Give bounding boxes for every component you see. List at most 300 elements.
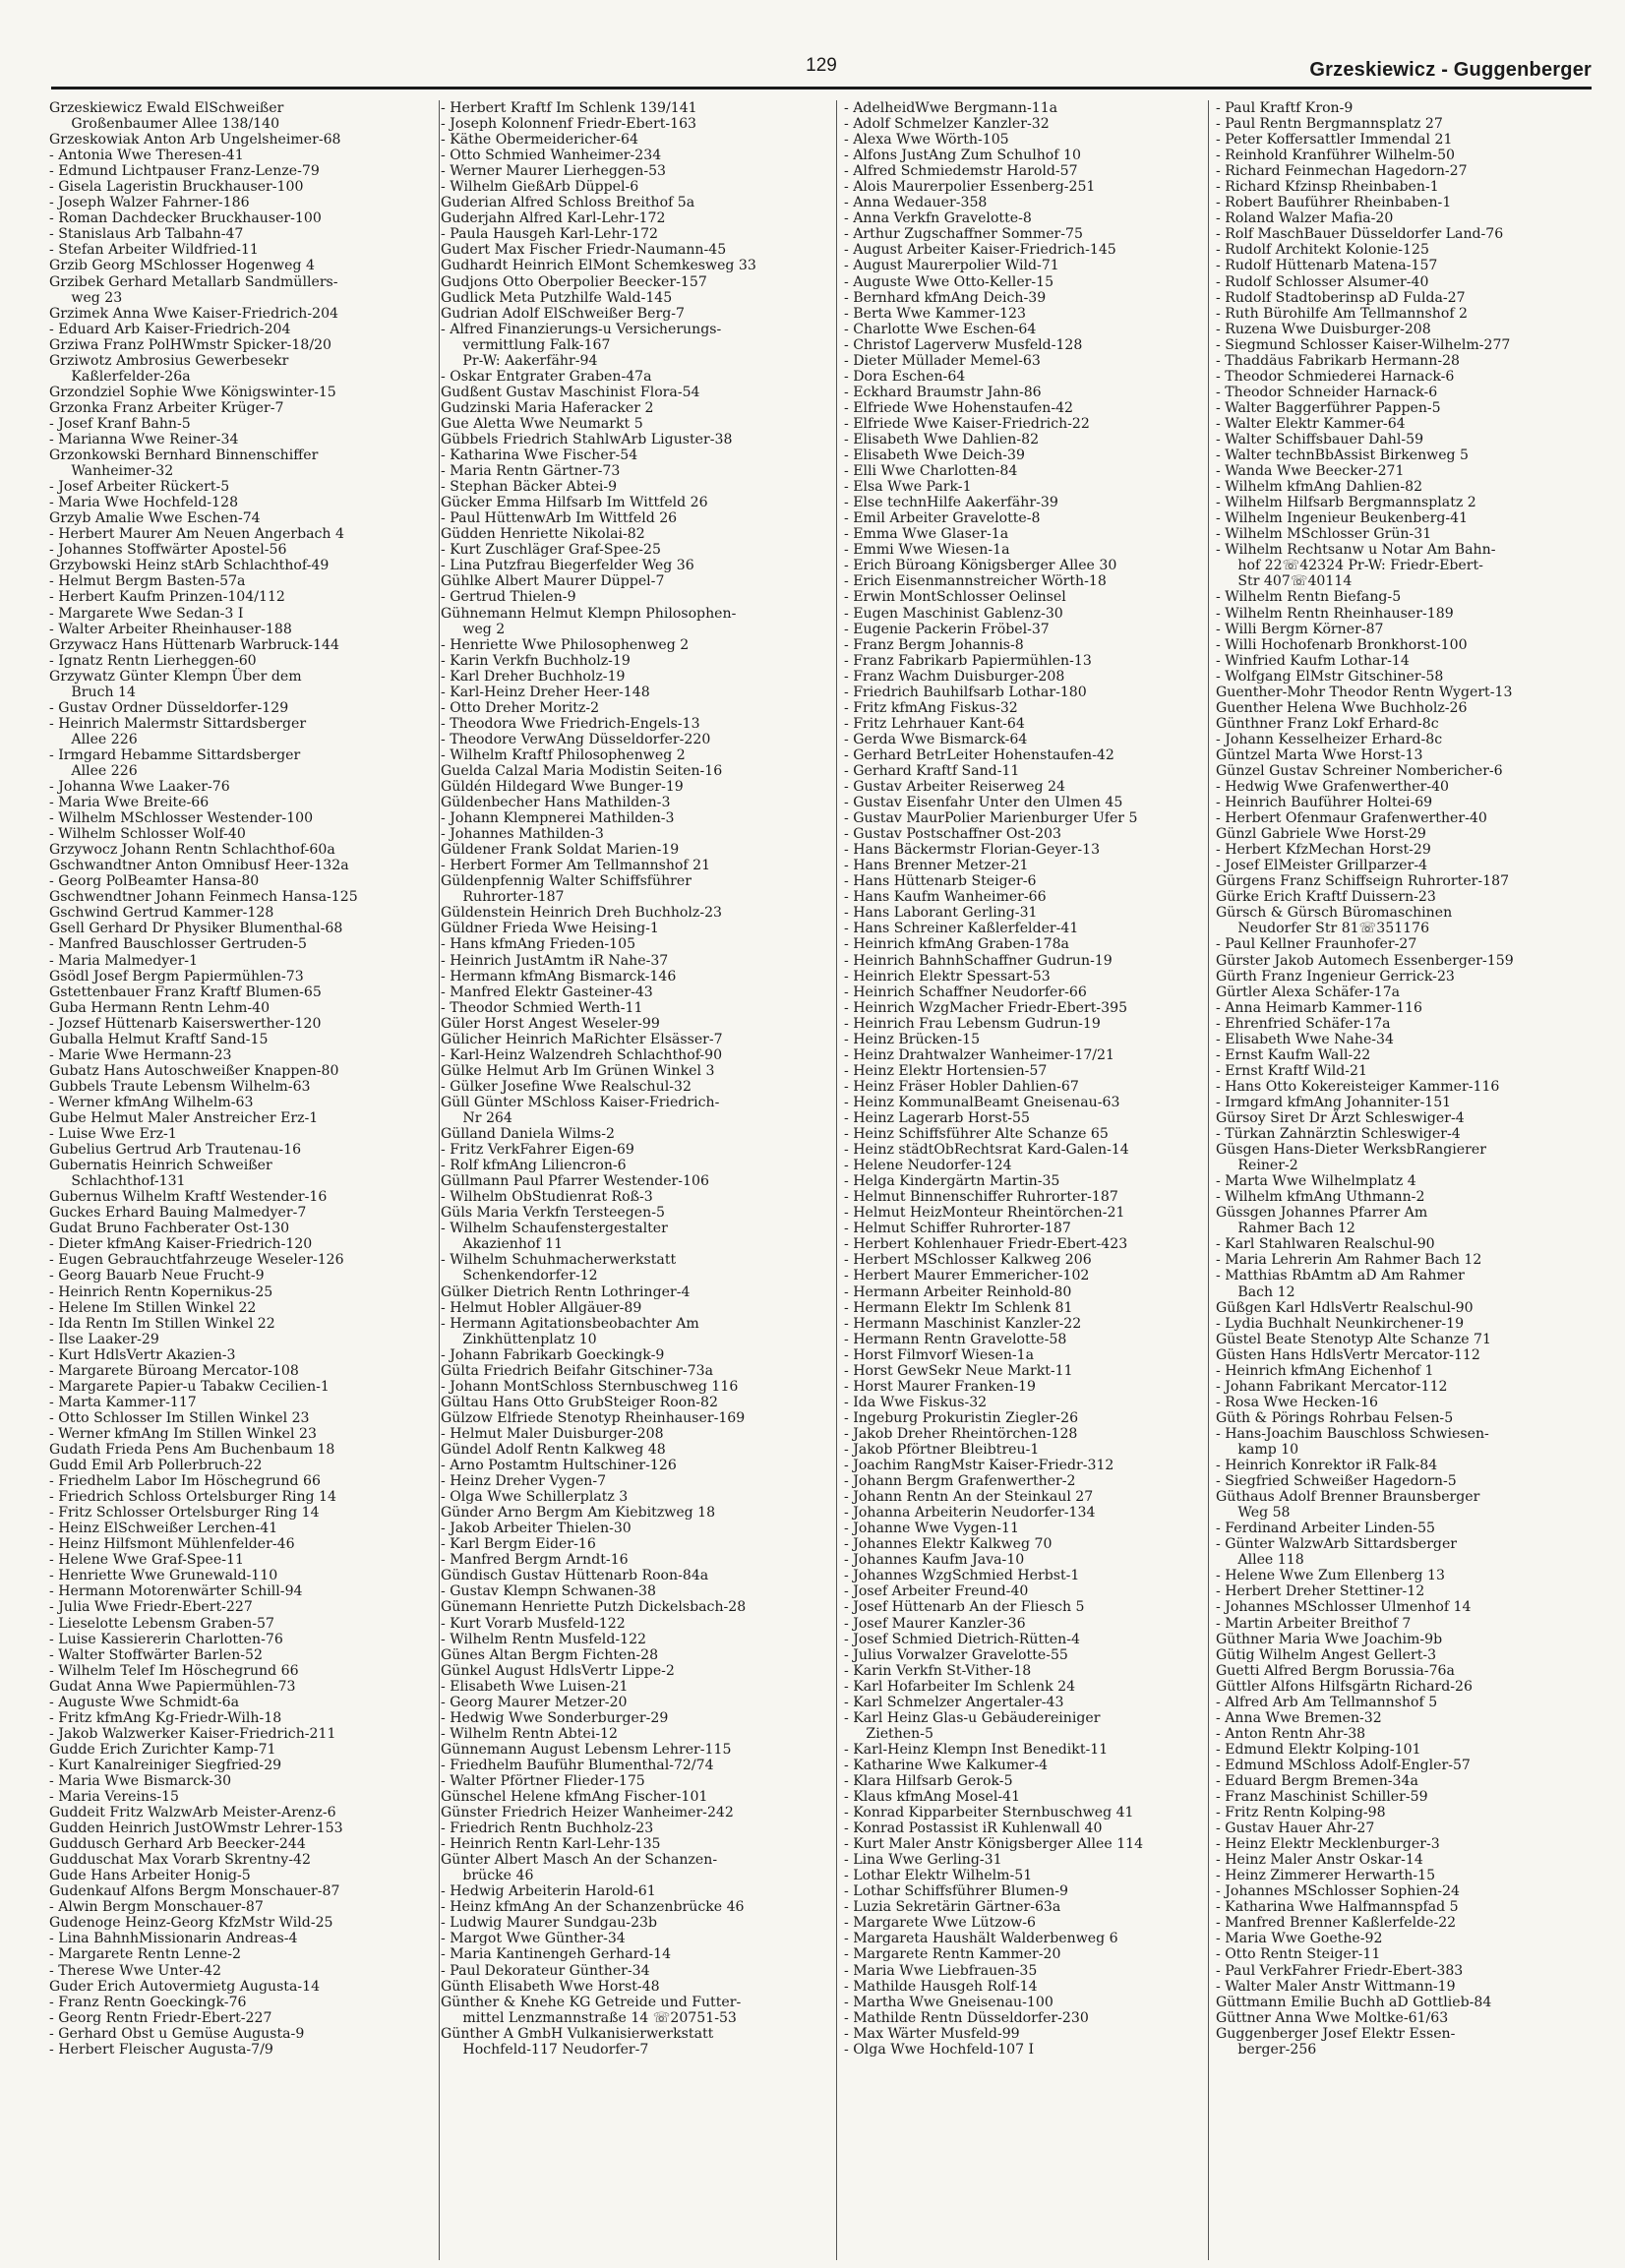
directory-entry: - Hans Schreiner Kaßlerfelder-41 xyxy=(844,921,1079,937)
directory-entry: - Margarete Wwe Sedan-3 I xyxy=(49,605,244,622)
directory-entry: Wanheimer-32 xyxy=(49,463,174,480)
directory-column-2 xyxy=(441,100,834,2260)
directory-entry: Grziwa Franz PolHWmstr Spicker-18/20 xyxy=(49,336,332,353)
directory-entry: - Manfred Elektr Gasteiner-43 xyxy=(441,984,653,1000)
directory-entry: Reiner-2 xyxy=(1216,1158,1298,1174)
directory-entry: Grzywocz Johann Rentn Schlachthof-60a xyxy=(49,842,335,859)
directory-entry: Pr-W: Aakerfähr-94 xyxy=(441,352,598,369)
directory-entry: - Ehrenfried Schäfer-17a xyxy=(1216,1015,1391,1032)
directory-entry: Gudden Heinrich JustOWmstr Lehrer-153 xyxy=(49,1820,343,1837)
directory-entry: Güth & Pörings Rohrbau Felsen-5 xyxy=(1216,1409,1454,1426)
directory-entry: Günther A GmbH Vulkanisierwerkstatt xyxy=(441,2025,714,2042)
directory-entry: - Walter Elektr Kammer-64 xyxy=(1216,415,1406,432)
directory-entry: Guetti Alfred Bergm Borussia-76a xyxy=(1216,1662,1455,1679)
directory-entry: Guballa Helmut Kraftf Sand-15 xyxy=(49,1031,269,1047)
directory-entry: - Katharina Wwe Halfmannspfad 5 xyxy=(1216,1899,1459,1916)
directory-entry: - Alwin Bergm Monschauer-87 xyxy=(49,1899,264,1916)
directory-entry: Güll Günter MSchloss Kaiser-Friedrich- xyxy=(441,1094,720,1110)
directory-entry: - Rudolf Architekt Kolonie-125 xyxy=(1216,242,1429,259)
directory-entry: - Fritz kfmAng Fiskus-32 xyxy=(844,699,1018,716)
directory-entry: - Lieselotte Lebensm Graben-57 xyxy=(49,1615,274,1632)
directory-entry: - Ruth Bürohilfe Am Tellmannshof 2 xyxy=(1216,305,1468,322)
directory-entry: - Margarete Papier-u Tabakw Cecilien-1 xyxy=(49,1378,330,1395)
directory-entry: Gündel Adolf Rentn Kalkweg 48 xyxy=(441,1441,666,1458)
directory-entry: - Heinrich BahnhSchaffner Gudrun-19 xyxy=(844,952,1113,969)
directory-entry: - Kurt Maler Anstr Königsberger Allee 114 xyxy=(844,1836,1144,1853)
directory-entry: Guenther-Mohr Theodor Rentn Wygert-13 xyxy=(1216,684,1513,700)
directory-entry: - Rudolf Schlosser Alsumer-40 xyxy=(1216,273,1429,290)
directory-entry: - Heinrich Bauführer Holtei-69 xyxy=(1216,795,1433,811)
directory-entry: - Gustav MaurPolier Marienburger Ufer 5 xyxy=(844,810,1138,827)
directory-entry: - Katharina Wwe Fischer-54 xyxy=(441,448,638,464)
directory-entry: - Herbert Ofenmaur Grafenwerther-40 xyxy=(1216,810,1487,827)
directory-entry: - Julia Wwe Friedr-Ebert-227 xyxy=(49,1599,253,1616)
directory-entry: Gudenkauf Alfons Bergm Monschauer-87 xyxy=(49,1883,340,1900)
directory-entry: - Lothar Schiffsführer Blumen-9 xyxy=(844,1883,1068,1900)
directory-entry: - Konrad Postassist iR Kuhlenwall 40 xyxy=(844,1820,1103,1837)
directory-entry: brücke 46 xyxy=(441,1868,534,1884)
directory-entry: Gsell Gerhard Dr Physiker Blumenthal-68 xyxy=(49,921,343,937)
directory-entry: - Heinrich kfmAng Eichenhof 1 xyxy=(1216,1362,1434,1379)
directory-entry: - Lothar Elektr Wilhelm-51 xyxy=(844,1868,1033,1884)
directory-entry: Guba Hermann Rentn Lehm-40 xyxy=(49,999,271,1016)
directory-entry: - Henriette Wwe Grunewald-110 xyxy=(49,1568,278,1584)
directory-entry: - Heinz kfmAng An der Schanzenbrücke 46 xyxy=(441,1899,745,1916)
directory-entry: - Fritz Schlosser Ortelsburger Ring 14 xyxy=(49,1505,320,1522)
directory-entry: Günzl Gabriele Wwe Horst-29 xyxy=(1216,826,1426,843)
directory-entry: - Auguste Wwe Schmidt-6a xyxy=(49,1694,239,1710)
directory-entry: - Ilse Laaker-29 xyxy=(49,1331,159,1347)
directory-entry: Allee 226 xyxy=(49,731,138,747)
directory-entry: - Margarete Büroang Mercator-108 xyxy=(49,1362,299,1379)
directory-entry: - Mathilde Hausgeh Rolf-14 xyxy=(844,1978,1038,1995)
directory-entry: Güler Horst Angest Weseler-99 xyxy=(441,1015,660,1032)
directory-entry: Gudde Erich Zurichter Kamp-71 xyxy=(49,1741,276,1758)
directory-entry: Neudorfer Str 81☏351176 xyxy=(1216,921,1430,937)
directory-entry: - Horst Maurer Franken-19 xyxy=(844,1378,1036,1395)
directory-entry: - Marianna Wwe Reiner-34 xyxy=(49,431,239,448)
directory-entry: - Margarete Wwe Lützow-6 xyxy=(844,1915,1036,1932)
directory-entry: - Hedwig Arbeiterin Harold-61 xyxy=(441,1883,656,1900)
directory-entry: Grzeskiewicz Ewald ElSchweißer xyxy=(49,100,284,116)
directory-entry: - Ignatz Rentn Lierheggen-60 xyxy=(49,652,257,669)
directory-entry: - Elisabeth Wwe Dahlien-82 xyxy=(844,431,1040,448)
directory-entry: - Hermann Rentn Gravelotte-58 xyxy=(844,1331,1067,1347)
directory-entry: - Herbert MSchlosser Kalkweg 206 xyxy=(844,1252,1092,1269)
directory-entry: - Johann Klempnerei Mathilden-3 xyxy=(441,810,675,827)
directory-entry: Gudd Emil Arb Pollerbruch-22 xyxy=(49,1458,263,1474)
directory-entry: - Berta Wwe Kammer-123 xyxy=(844,305,1026,322)
directory-entry: Gühnemann Helmut Klempn Philosophen- xyxy=(441,605,737,622)
directory-entry: - Thaddäus Fabrikarb Hermann-28 xyxy=(1216,352,1461,369)
directory-entry: - Willi Hochofenarb Bronkhorst-100 xyxy=(1216,636,1468,653)
directory-entry: Gudhardt Heinrich ElMont Schemkesweg 33 xyxy=(441,258,756,274)
directory-entry: - Eugen Gebrauchtfahrzeuge Weseler-126 xyxy=(49,1252,344,1269)
directory-entry: Günes Altan Bergm Fichten-28 xyxy=(441,1646,659,1663)
directory-entry: - Paul Kellner Fraunhofer-27 xyxy=(1216,936,1417,953)
directory-entry: - Ernst Kraftf Wild-21 xyxy=(1216,1062,1367,1079)
directory-entry: Akazienhof 11 xyxy=(441,1236,564,1253)
directory-entry: - Karin Verkfn St-Vither-18 xyxy=(844,1662,1032,1679)
directory-entry: Günnemann August Lebensm Lehrer-115 xyxy=(441,1741,732,1758)
directory-entry: - Friedhelm Labor Im Höschegrund 66 xyxy=(49,1473,321,1490)
directory-entry: - Walter technBbAssist Birkenweg 5 xyxy=(1216,448,1470,464)
directory-entry: - Emmi Wwe Wiesen-1a xyxy=(844,542,1010,559)
directory-entry: - Günter WalzwArb Sittardsberger xyxy=(1216,1536,1458,1553)
directory-entry: - Maria Wwe Goethe-92 xyxy=(1216,1931,1383,1947)
directory-entry: - Peter Koffersattler Immendal 21 xyxy=(1216,132,1453,149)
directory-entry: - Ida Rentn Im Stillen Winkel 22 xyxy=(49,1315,275,1332)
directory-entry: Guddeit Fritz WalzwArb Meister-Arenz-6 xyxy=(49,1805,336,1821)
directory-entry: Hochfeld-117 Neudorfer-7 xyxy=(441,2041,649,2058)
directory-entry: Güßgen Karl HdlsVertr Realschul-90 xyxy=(1216,1299,1474,1316)
directory-entry: - Hermann Maschinist Kanzler-22 xyxy=(844,1315,1082,1332)
directory-entry: - Paul VerkFahrer Friedr-Ebert-383 xyxy=(1216,1962,1464,1979)
directory-entry: - Wilhelm Rentn Abtei-12 xyxy=(441,1725,618,1742)
directory-entry: - Wilhelm MSchlosser Westender-100 xyxy=(49,810,314,827)
directory-entry: Weg 58 xyxy=(1216,1505,1291,1522)
directory-entry: - Jakob Arbeiter Thielen-30 xyxy=(441,1521,632,1537)
directory-entry: - Margareta Haushält Walderbenweg 6 xyxy=(844,1931,1118,1947)
directory-entry: Gschwandtner Anton Omnibusf Heer-132a xyxy=(49,858,349,874)
directory-entry: Güldenbecher Hans Mathilden-3 xyxy=(441,795,671,811)
directory-entry: - Herbert Dreher Stettiner-12 xyxy=(1216,1583,1425,1600)
directory-entry: - Hans Otto Kokereisteiger Kammer-116 xyxy=(1216,1078,1500,1095)
directory-entry: - Gustav Klempn Schwanen-38 xyxy=(441,1583,656,1600)
directory-entry: - Else technHilfe Aakerfähr-39 xyxy=(844,495,1058,511)
directory-entry: - Hans kfmAng Frieden-105 xyxy=(441,936,636,953)
directory-entry: - Erwin MontSchlosser Oelinsel xyxy=(844,589,1066,606)
directory-entry: - Edmund MSchloss Adolf-Engler-57 xyxy=(1216,1757,1471,1773)
directory-entry: - Maria Wwe Liebfrauen-35 xyxy=(844,1962,1038,1979)
directory-entry: - Eugenie Packerin Fröbel-37 xyxy=(844,621,1050,637)
directory-entry: - Alexa Wwe Wörth-105 xyxy=(844,132,1009,149)
directory-entry: Gütig Wilhelm Angest Gellert-3 xyxy=(1216,1646,1437,1663)
directory-entry: - Ernst Kaufm Wall-22 xyxy=(1216,1046,1371,1063)
directory-entry: Grzeskowiak Anton Arb Ungelsheimer-68 xyxy=(49,132,341,149)
directory-entry: - Lina BahnhMissionarin Andreas-4 xyxy=(49,1931,298,1947)
directory-entry: Grzywacz Hans Hüttenarb Warbruck-144 xyxy=(49,636,339,653)
directory-entry: - Otto Rentn Steiger-11 xyxy=(1216,1946,1381,1963)
directory-entry: - Elsa Wwe Park-1 xyxy=(844,479,972,496)
directory-entry: - Dieter kfmAng Kaiser-Friedrich-120 xyxy=(49,1236,313,1253)
directory-entry: Grzibek Gerhard Metallarb Sandmüllers- xyxy=(49,273,338,290)
directory-entry: Güsten Hans HdlsVertr Mercator-112 xyxy=(1216,1346,1480,1363)
directory-entry: Gudlick Meta Putzhilfe Wald-145 xyxy=(441,289,673,306)
directory-entry: - Martin Arbeiter Breithof 7 xyxy=(1216,1615,1412,1632)
directory-entry: - Hans Hüttenarb Steiger-6 xyxy=(844,873,1037,890)
directory-entry: - Hermann kfmAng Bismarck-146 xyxy=(441,968,677,985)
directory-entry: - Maria Lehrerin Am Rahmer Bach 12 xyxy=(1216,1252,1482,1269)
directory-entry: Gündisch Gustav Hüttenarb Roon-84a xyxy=(441,1568,709,1584)
directory-entry: Gubernatis Heinrich Schweißer xyxy=(49,1158,272,1174)
directory-entry: - Arno Postamtm Hultschiner-126 xyxy=(441,1458,677,1474)
directory-entry: Günster Friedrich Heizer Wanheimer-242 xyxy=(441,1805,734,1821)
directory-entry: Güthner Maria Wwe Joachim-9b xyxy=(1216,1631,1443,1647)
directory-entry: Gude Hans Arbeiter Honig-5 xyxy=(49,1868,251,1884)
directory-entry: Güdden Henriette Nikolai-82 xyxy=(441,526,645,543)
directory-entry: - Wilhelm Rentn Musfeld-122 xyxy=(441,1631,647,1647)
directory-entry: Grziwotz Ambrosius Gewerbesekr xyxy=(49,352,289,369)
directory-entry: - Heinrich Konrektor iR Falk-84 xyxy=(1216,1458,1438,1474)
directory-entry: - Fritz VerkFahrer Eigen-69 xyxy=(441,1142,634,1159)
directory-entry: - Marta Wwe Wilhelmplatz 4 xyxy=(1216,1173,1416,1190)
directory-entry: Gülke Helmut Arb Im Grünen Winkel 3 xyxy=(441,1062,715,1079)
directory-entry: - Hans-Joachim Bauschloss Schwiesen- xyxy=(1216,1425,1489,1442)
directory-entry: - Johannes Kaufm Java-10 xyxy=(844,1552,1025,1569)
column-divider xyxy=(439,100,440,2260)
directory-entry: - Hermann Motorenwärter Schill-94 xyxy=(49,1583,303,1600)
directory-entry: - Lina Putzfrau Biegerfelder Weg 36 xyxy=(441,558,694,574)
directory-entry: - Adolf Schmelzer Kanzler-32 xyxy=(844,116,1050,133)
directory-entry: Gücker Emma Hilfsarb Im Wittfeld 26 xyxy=(441,495,708,511)
directory-entry: - Hans Laborant Gerling-31 xyxy=(844,905,1038,922)
directory-entry: Güttmann Emilie Buchh aD Gottlieb-84 xyxy=(1216,1994,1492,2010)
directory-entry: - Gisela Lageristin Bruckhauser-100 xyxy=(49,179,304,196)
directory-entry: - Theodora Wwe Friedrich-Engels-13 xyxy=(441,715,700,732)
directory-entry: - Alfons JustAng Zum Schulhof 10 xyxy=(844,148,1081,164)
directory-entry: - Paul Kraftf Kron-9 xyxy=(1216,100,1354,116)
directory-entry: Grzib Georg MSchlosser Hogenweg 4 xyxy=(49,258,315,274)
directory-entry: - Wilhelm Rechtsanw u Notar Am Bahn- xyxy=(1216,542,1496,559)
directory-entry: - Joseph Kolonnenf Friedr-Ebert-163 xyxy=(441,116,697,133)
directory-entry: - Julius Vorwalzer Gravelotte-55 xyxy=(844,1646,1068,1663)
directory-entry: Güls Maria Verkfn Tersteegen-5 xyxy=(441,1205,665,1222)
directory-entry: - Theodore VerwAng Düsseldorfer-220 xyxy=(441,731,711,747)
directory-entry: - Anna Wwe Bremen-32 xyxy=(1216,1709,1382,1726)
directory-entry: - Wilhelm Ingenieur Beukenberg-41 xyxy=(1216,510,1469,527)
directory-entry: Günthner Franz Lokf Erhard-8c xyxy=(1216,715,1439,732)
directory-entry: Günemann Henriette Putzh Dickelsbach-28 xyxy=(441,1599,747,1616)
directory-entry: Günschel Helene kfmAng Fischer-101 xyxy=(441,1789,708,1806)
directory-entry: - Heinz Zimmerer Herwarth-15 xyxy=(1216,1868,1436,1884)
directory-entry: - Karin Verkfn Buchholz-19 xyxy=(441,652,631,669)
directory-entry: - Heinz ElSchweißer Lerchen-41 xyxy=(49,1521,278,1537)
directory-entry: - Heinrich WzgMacher Friedr-Ebert-395 xyxy=(844,999,1128,1016)
directory-entry: - Richard Kfzinsp Rheinbaben-1 xyxy=(1216,179,1439,196)
directory-entry: - Heinz Elektr Hortensien-57 xyxy=(844,1062,1048,1079)
directory-entry: - AdelheidWwe Bergmann-11a xyxy=(844,100,1058,116)
directory-entry: Gülker Dietrich Rentn Lothringer-4 xyxy=(441,1283,691,1300)
directory-entry: - Elisabeth Wwe Nahe-34 xyxy=(1216,1031,1394,1047)
directory-entry: Gudduschat Max Vorarb Skrentny-42 xyxy=(49,1852,311,1869)
directory-entry: - Gustav Ordner Düsseldorfer-129 xyxy=(49,699,289,716)
directory-entry: - Eduard Arb Kaiser-Friedrich-204 xyxy=(49,321,291,337)
directory-entry: - Heinz städtObRechtsrat Kard-Galen-14 xyxy=(844,1142,1129,1159)
directory-entry: - Helene Im Stillen Winkel 22 xyxy=(49,1299,257,1316)
directory-entry: - Wilhelm MSchlosser Grün-31 xyxy=(1216,526,1432,543)
directory-entry: - Walter Pförtner Flieder-175 xyxy=(441,1772,645,1789)
directory-entry: - August Maurerpolier Wild-71 xyxy=(844,258,1059,274)
directory-entry: - Olga Wwe Hochfeld-107 I xyxy=(844,2041,1035,2058)
directory-entry: - Josef ElMeister Grillparzer-4 xyxy=(1216,858,1428,874)
directory-entry: - Henriette Wwe Philosophenweg 2 xyxy=(441,636,690,653)
directory-entry: Güldener Frank Soldat Marien-19 xyxy=(441,842,680,859)
directory-entry: - Josef Arbeiter Rückert-5 xyxy=(49,479,230,496)
directory-entry: - Paul HüttenwArb Im Wittfeld 26 xyxy=(441,510,678,527)
directory-entry: Grzonkowski Bernhard Binnenschiffer xyxy=(49,448,319,464)
directory-entry: - Dora Eschen-64 xyxy=(844,368,966,385)
directory-entry: - Max Wärter Musfeld-99 xyxy=(844,2025,1020,2042)
directory-entry: - Johannes MSchlosser Sophien-24 xyxy=(1216,1883,1460,1900)
directory-entry: - Klaus kfmAng Mosel-41 xyxy=(844,1789,1021,1806)
directory-entry: Gudath Frieda Pens Am Buchenbaum 18 xyxy=(49,1441,335,1458)
directory-entry: Allee 118 xyxy=(1216,1552,1304,1569)
directory-entry: - Anna Verkfn Gravelotte-8 xyxy=(844,210,1032,227)
directory-entry: Guderjahn Alfred Karl-Lehr-172 xyxy=(441,210,666,227)
directory-entry: - Jakob Walzwerker Kaiser-Friedrich-211 xyxy=(49,1725,336,1742)
directory-entry: - Rolf MaschBauer Düsseldorfer Land-76 xyxy=(1216,226,1504,243)
directory-entry: - Gustav Arbeiter Reiserweg 24 xyxy=(844,779,1065,796)
directory-entry: - Auguste Wwe Otto-Keller-15 xyxy=(844,273,1054,290)
directory-entry: - Heinz Elektr Mecklenburger-3 xyxy=(1216,1836,1440,1853)
directory-entry: - Theodor Schmiederei Harnack-6 xyxy=(1216,368,1455,385)
directory-entry: - Helmut Maler Duisburger-208 xyxy=(441,1425,664,1442)
directory-entry: - Olga Wwe Schillerplatz 3 xyxy=(441,1489,629,1506)
directory-entry: Großenbaumer Allee 138/140 xyxy=(49,116,280,133)
directory-entry: - Konrad Kipparbeiter Sternbuschweg 41 xyxy=(844,1805,1134,1821)
directory-entry: Grzimek Anna Wwe Kaiser-Friedrich-204 xyxy=(49,305,339,322)
directory-entry: - Rosa Wwe Hecken-16 xyxy=(1216,1394,1379,1410)
directory-entry: Nr 264 xyxy=(441,1110,512,1126)
directory-entry: - Kurt Zuschläger Graf-Spee-25 xyxy=(441,542,661,559)
directory-entry: Grzyb Amalie Wwe Eschen-74 xyxy=(49,510,261,527)
directory-entry: - Wilhelm kfmAng Uthmann-2 xyxy=(1216,1189,1425,1206)
directory-entry: - Eckhard Braumstr Jahn-86 xyxy=(844,384,1042,400)
directory-entry: - Maria Wwe Breite-66 xyxy=(49,795,210,811)
directory-entry: - Karl Heinz Glas-u Gebäudereiniger xyxy=(844,1709,1101,1726)
directory-entry: - Paul Rentn Bergmannsplatz 27 xyxy=(1216,116,1443,133)
directory-entry: Zinkhüttenplatz 10 xyxy=(441,1331,597,1347)
directory-entry: hof 22☏42324 Pr-W: Friedr-Ebert- xyxy=(1216,558,1483,574)
directory-entry: - Horst GewSekr Neue Markt-11 xyxy=(844,1362,1073,1379)
directory-entry: Gudßent Gustav Maschinist Flora-54 xyxy=(441,384,700,400)
directory-entry: - Margarete Rentn Lenne-2 xyxy=(49,1946,241,1963)
directory-entry: - Hermann Elektr Im Schlenk 81 xyxy=(844,1299,1073,1316)
directory-entry: - Heinrich Frau Lebensm Gudrun-19 xyxy=(844,1015,1101,1032)
directory-entry: - Hedwig Wwe Grafenwerther-40 xyxy=(1216,779,1450,796)
directory-entry: - Wilhelm Telef Im Höschegrund 66 xyxy=(49,1662,299,1679)
directory-entry: Gürsch & Gürsch Büromaschinen xyxy=(1216,905,1453,922)
directory-entry: - Heinrich JustAmtm iR Nahe-37 xyxy=(441,952,669,969)
directory-entry: - Johann Fabrikant Mercator-112 xyxy=(1216,1378,1448,1395)
directory-entry: - Kurt Kanalreiniger Siegfried-29 xyxy=(49,1757,282,1773)
directory-entry: - Fritz Lehrhauer Kant-64 xyxy=(844,715,1025,732)
directory-entry: - Stephan Bäcker Abtei-9 xyxy=(441,479,618,496)
directory-entry: - Alfred Finanzierungs-u Versicherungs- xyxy=(441,321,722,337)
directory-entry: Gsödl Josef Bergm Papiermühlen-73 xyxy=(49,968,304,985)
directory-entry: - Walter Maler Anstr Wittmann-19 xyxy=(1216,1978,1456,1995)
directory-entry: - Käthe Obermeidericher-64 xyxy=(441,132,638,149)
directory-entry: - Jakob Dreher Rheintörchen-128 xyxy=(844,1425,1078,1442)
directory-entry: - Heinz Maler Anstr Oskar-14 xyxy=(1216,1852,1423,1869)
directory-entry: - Maria Malmedyer-1 xyxy=(49,952,199,969)
directory-entry: - Helene Wwe Zum Ellenberg 13 xyxy=(1216,1568,1445,1584)
directory-entry: Güstel Beate Stenotyp Alte Schanze 71 xyxy=(1216,1331,1491,1347)
directory-entry: - Johanna Wwe Laaker-76 xyxy=(49,779,230,796)
directory-entry: Gschwind Gertrud Kammer-128 xyxy=(49,905,274,922)
directory-entry: - Hans Kaufm Wanheimer-66 xyxy=(844,889,1047,906)
directory-entry: - Christof Lagerverw Musfeld-128 xyxy=(844,336,1083,353)
directory-entry: - Alois Maurerpolier Essenberg-251 xyxy=(844,179,1096,196)
directory-entry: Guderian Alfred Schloss Breithof 5a xyxy=(441,195,695,211)
directory-entry: - Herbert Fleischer Augusta-7/9 xyxy=(49,2041,273,2058)
directory-entry: - Johannes MSchlosser Ulmenhof 14 xyxy=(1216,1599,1472,1616)
directory-entry: - Gerhard Kraftf Sand-11 xyxy=(844,762,1020,779)
directory-entry: - Richard Feinmechan Hagedorn-27 xyxy=(1216,163,1468,180)
directory-entry: Guggenberger Josef Elektr Essen- xyxy=(1216,2025,1456,2042)
directory-entry: - Ida Wwe Fiskus-32 xyxy=(844,1394,988,1410)
directory-entry: Gürgens Franz Schiffseign Ruhrorter-187 xyxy=(1216,873,1510,890)
directory-entry: - Josef Schmied Dietrich-Rütten-4 xyxy=(844,1631,1080,1647)
directory-entry: Schenkendorfer-12 xyxy=(441,1268,598,1284)
directory-entry: Grzywatz Günter Klempn Über dem xyxy=(49,668,302,685)
directory-entry: - Johann Fabrikarb Goeckingk-9 xyxy=(441,1346,665,1363)
directory-entry: - Rudolf Stadtoberinsp aD Fulda-27 xyxy=(1216,289,1466,306)
directory-entry: Güldner Frieda Wwe Heising-1 xyxy=(441,921,659,937)
directory-entry: - Walter Schiffsbauer Dahl-59 xyxy=(1216,431,1424,448)
directory-entry: Güthaus Adolf Brenner Braunsberger xyxy=(1216,1489,1480,1506)
directory-entry: Gstettenbauer Franz Kraftf Blumen-65 xyxy=(49,984,322,1000)
directory-entry: - Herbert Maurer Emmericher-102 xyxy=(844,1268,1090,1284)
directory-entry: - Karl-Heinz Dreher Heer-148 xyxy=(441,684,650,700)
directory-entry: - Siegmund Schlosser Kaiser-Wilhelm-277 xyxy=(1216,336,1511,353)
directory-entry: - Johann Rentn An der Steinkaul 27 xyxy=(844,1489,1094,1506)
page-number: 129 xyxy=(806,55,837,76)
directory-entry: - Werner kfmAng Im Stillen Winkel 23 xyxy=(49,1425,317,1442)
directory-entry: - Elfriede Wwe Hohenstaufen-42 xyxy=(844,399,1074,416)
directory-entry: - Wilhelm Kraftf Philosophenweg 2 xyxy=(441,746,686,763)
directory-entry: - Johannes Mathilden-3 xyxy=(441,826,604,843)
directory-entry: - Maria Wwe Hochfeld-128 xyxy=(49,495,239,511)
directory-entry: - Otto Dreher Moritz-2 xyxy=(441,699,600,716)
directory-entry: Güllmann Paul Pfarrer Westender-106 xyxy=(441,1173,709,1190)
directory-entry: mittel Lenzmannstraße 14 ☏20751-53 xyxy=(441,2009,737,2026)
directory-entry: - Antonia Wwe Theresen-41 xyxy=(49,148,244,164)
directory-entry: Guddusch Gerhard Arb Beecker-244 xyxy=(49,1836,306,1853)
directory-entry: - Josef Arbeiter Freund-40 xyxy=(844,1583,1029,1600)
directory-entry: Allee 226 xyxy=(49,762,138,779)
directory-entry: - Georg Maurer Metzer-20 xyxy=(441,1694,628,1710)
directory-entry: - Heinz Dreher Vygen-7 xyxy=(441,1473,607,1490)
directory-entry: - Ferdinand Arbeiter Linden-55 xyxy=(1216,1521,1436,1537)
directory-entry: Gube Helmut Maler Anstreicher Erz-1 xyxy=(49,1110,319,1126)
directory-entry: - Heinrich Rentn Karl-Lehr-135 xyxy=(441,1836,661,1853)
directory-entry: - Wilhelm Rentn Biefang-5 xyxy=(1216,589,1402,606)
directory-entry: - Heinrich kfmAng Graben-178a xyxy=(844,936,1069,953)
directory-entry: - Georg Bauarb Neue Frucht-9 xyxy=(49,1268,265,1284)
directory-entry: - Heinz Hilfsmont Mühlenfelder-46 xyxy=(49,1536,295,1553)
directory-entry: - Erich Büroang Königsberger Allee 30 xyxy=(844,558,1117,574)
directory-entry: - Winfried Kaufm Lothar-14 xyxy=(1216,652,1410,669)
directory-entry: Gühlke Albert Maurer Düppel-7 xyxy=(441,573,665,590)
directory-entry: - Josef Hüttenarb An der Fliesch 5 xyxy=(844,1599,1085,1616)
directory-entry: - Johanne Wwe Vygen-11 xyxy=(844,1521,1019,1537)
directory-entry: Gubelius Gertrud Arb Trautenau-16 xyxy=(49,1142,302,1159)
directory-entry: - Gerhard BetrLeiter Hohenstaufen-42 xyxy=(844,746,1114,763)
directory-entry: - Manfred Brenner Kaßlerfelde-22 xyxy=(1216,1915,1457,1932)
directory-entry: Günder Arno Bergm Am Kiebitzweg 18 xyxy=(441,1505,716,1522)
directory-entry: - Johann Kesselheizer Erhard-8c xyxy=(1216,731,1443,747)
directory-entry: - Arthur Zugschaffner Sommer-75 xyxy=(844,226,1083,243)
directory-entry: Gudzinski Maria Haferacker 2 xyxy=(441,399,654,416)
directory-entry: - Heinz Brücken-15 xyxy=(844,1031,981,1047)
directory-entry: Gubbels Traute Lebensm Wilhelm-63 xyxy=(49,1078,311,1095)
directory-entry: - Werner kfmAng Wilhelm-63 xyxy=(49,1094,254,1110)
directory-entry: - Anton Rentn Ahr-38 xyxy=(1216,1725,1366,1742)
directory-entry: - Walter Arbeiter Rheinhauser-188 xyxy=(49,621,292,637)
directory-entry: - Hans Bäckermstr Florian-Geyer-13 xyxy=(844,842,1101,859)
